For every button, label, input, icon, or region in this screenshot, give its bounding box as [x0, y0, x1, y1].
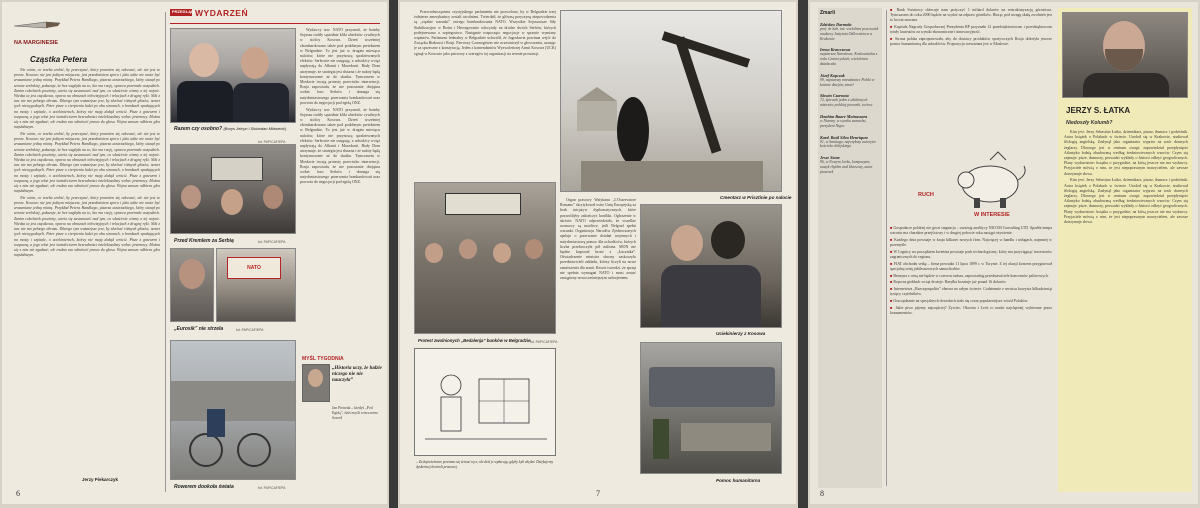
thought-label: MYŚL TYGODNIA — [302, 356, 344, 362]
business-news-top — [890, 8, 1052, 138]
photo-protest-crowd — [414, 182, 556, 334]
rider-shape — [207, 409, 225, 437]
business-news-bottom — [890, 226, 1052, 492]
article-paragraph: Nie wiem, co trzeba zrobić, by przeczytać, który powinien się odezwać, ale nie jest to proste. Kosowo nie jest jednym miejscem, jest przedmiotem sporu i jako takie nie może być zrozumiane jedną miarą. Przykład Petera Handkego, pisarza austriackiego, który stanął po stronie serbskiej, pokazuje, że bez względu na to, kto ma rację, sprawa przerosła wszystkich. Zanim cokolwiek powiemy, warto się zastanowić nad tym, co właściwie wiemy o tej wojnie. Wiedza ta jest cząstkowa, oparta na obrazach telewizyjnych i relacjach z drugiej ręki. Nikt z nas nie ma pełnego obrazu. Dlatego tym ważniejsze jest, by słuchać różnych głosów, nawet tych niewygodnych. Peter pisze o cierpieniu ludzi po obu stronach, o bombach spadających na mosty i szpitale, o uciekinierach, którzy nie mają dokąd wrócić. Pisze z gniewem i rozpaczą, a jego tekst jest świadectwem bezradności intelektualisty wobec przemocy. Można się z nim nie zgadzać, ale trudno mu odmówić prawa do głosu. Wojna zawsze odbiera głos najsłabszym. — [14, 195, 160, 258]
news-paragraph: Organ prasowy Watykanu „L'Osservatore Romano” skrytykował ostro Unię Europejską za brak inicjatyw dyplomatycznych, które pozwoliłyby zakończyć konflikt. Ogłoszenie w skrócie: NATO odpowiedziało, że wszelkie rozmowy są możliwe, jeśli Belgrad spełni warunki. Organizacja Narodów Zjednoczonych apeluje o przerwanie działań wojennych i natychmiastową pomoc dla uchodźców, których liczba przekroczyła pół miliona. MON nie będzie kupował broni z „Łucznika”. Oświadczenie ministra obrony zaskoczyło przedstawicieli zakładu, którzy liczyli na nowe zamówienia dla armii. Resort twierdzi, że sprzęt nie spełnia wymagań NATO i musi zostać zastąpiony nowocześniejszym uzbrojeniem. — [560, 198, 636, 281]
page-7 — [400, 2, 796, 504]
news-item: ■ Oszczędzanie na specjalnych dowodach stało się coraz popularniejsze wśród Polaków. — [890, 298, 1029, 303]
suit-shape — [177, 81, 233, 123]
profile-name: JERZY S. ŁATKA — [1066, 106, 1131, 115]
profile-text — [1064, 130, 1188, 488]
obituary-item — [820, 22, 880, 41]
face-shape — [525, 239, 543, 259]
profile-paragraph: Kim jest: Jerzy Sebastian Łatka, dziennikarz, pisarz, tłumacz i podróżnik. Autor książek o Polakach w świecie. Urodził się w Krakowie, studiował filologię angielską. Zasłynął jako organizator wypraw na wzór dawnych żeglarzy. Dlaczego jest w centrum uwagi: zapowiedział przepłynięcie Atlantyku łodzią zbudowaną według średniowiecznych wzorów. Czym się zajmuje: pisze, tłumaczy, prowadzi wykłady o historii odkryć geograficznych. Plany wydawnicze: książka o przygodzie, na którą jeszcze nie ma wydawcy. Przyjaciele mówią o nim, że jest niepoprawnym marzycielem, ale zawsze dotrzymuje słowa. — [1064, 178, 1188, 224]
sidebar-text — [300, 28, 380, 350]
photo-caption: Cmentarz w Prisztinie po nalocie — [720, 195, 792, 200]
face-shape — [221, 189, 243, 215]
photo-eurosik-portrait — [170, 248, 214, 322]
obituary-description: 72, śpiewak jeden z ulubionych mistrzów polskiej piosenki, twórca — [820, 98, 873, 108]
face-shape — [308, 369, 323, 387]
jacket-shape — [1083, 73, 1169, 98]
news-item: ■ Gospodarce polskiej nie grozi stagnacja – uważają analitycy NICOM Consulting LTD. Spadek tempa wzrostu ma charakter przejściowy i w drugiej połowie roku nastąpi ożywienie. — [890, 226, 1052, 236]
column-divider — [165, 12, 166, 492]
profile-paragraph: Kim jest: Jerzy Sebastian Łatka, dziennikarz, pisarz, tłumacz i podróżnik. Autor książek o Polakach w świecie. Urodził się w Krakowie, studiował filologię angielską. Zasłynął jako organizator wypraw na wzór dawnych żeglarzy. Dlaczego jest w centrum uwagi: zapowiedział przepłynięcie Atlantyku łodzią zbudowaną według średniowiecznych wzorów. Czym się zajmuje: pisze, tłumaczy, prowadzi wykłady o historii odkryć geograficznych. Plany wydawnicze: książka o przygodzie, na którą jeszcze nie ma wydawcy. Przyjaciele mówią o nim, że jest niepoprawnym marzycielem, ale zawsze dotrzymuje słowa. — [1064, 130, 1188, 176]
article-paragraph: Nie wiem, co trzeba zrobić, by przeczytać, który powinien się odezwać, ale nie jest to proste. Kosowo nie jest jednym miejscem, jest przedmiotem sporu i jako takie nie może być zrozumiane jedną miarą. Przykład Petera Handkego, pisarza austriackiego, który stanął po stronie serbskiej, pokazuje, że bez względu na to, kto ma rację, sprawa przerosła wszystkich. Zanim cokolwiek powiemy, warto się zastanowić nad tym, co właściwie wiemy o tej wojnie. Wiedza ta jest cząstkowa, oparta na obrazach telewizyjnych i relacjach z drugiej ręki. Nikt z nas nie ma pełnego obrazu. Dlatego tym ważniejsze jest, by słuchać różnych głosów, nawet tych niewygodnych. Peter pisze o cierpieniu ludzi po obu stronach, o bombach spadających na mosty i szpitale, o uciekinierach, którzy nie mają dokąd wrócić. Pisze z gniewem i rozpaczą, a jego tekst jest świadectwem bezradności intelektualisty wobec przemocy. Można się z nim nie zgadzać, ale trudno mu odmówić prawa do głosu. Wojna zawsze odbiera głos najsłabszym. — [14, 68, 160, 130]
news-column-1 — [414, 10, 556, 178]
profile-portrait — [1062, 12, 1188, 98]
obituary-item — [820, 155, 880, 174]
article-title: Cząstka Petera — [30, 55, 87, 64]
obituary-description: prof. dr hab. inż. wieloletni pracownik naukowy Instytutu Odlewnictwa w Krakowie — [820, 27, 879, 41]
thought-quote: „Historia uczy, że ludzie niczego nie nie nauczyła” — [332, 366, 382, 383]
face-shape — [493, 243, 511, 263]
knife-icon — [10, 12, 66, 38]
section-badge: PRZEGLĄD — [172, 9, 194, 14]
aircraft-shape — [649, 367, 775, 407]
obituary-name: Ibrahim Baare Mainassara — [820, 113, 868, 119]
photo-credit: fot. PAP/CAF/EPA — [258, 240, 286, 244]
cartoon-drawing — [415, 349, 556, 456]
face-shape — [179, 259, 205, 289]
news-item: ■ FIAT obchodzi setkę – firma powstała 11 lipca 1899 r. w Turynie. Z tej okazji koncern przygotował specjalną serię jubileuszowych samochodów. — [890, 261, 1052, 271]
obituary-description: w Niamey, w wyniku zamachu, prezydent Nigru — [820, 118, 867, 128]
wheel-shape — [189, 433, 223, 467]
obituary-name: Kard. Raúl Silva Henríquez — [820, 134, 868, 140]
photo-caption: Przed Kremlem za Serbią — [174, 238, 234, 244]
photo-caption: „Eurosik” nie strzela — [174, 326, 224, 332]
news-paragraph: Przewodniczącemu czystyjskiego parlamentu nie pozwolono, by w Belgradzie trzej żołnierze amerykańscy zostali uwolnieni. Twierdził, że główną przyczyną niepowodzenia są „ciężkie warunki” ostrego bombardowania NATO. Wszystkie Sojusznicze Siły Stabilizacyjne w Bośni i Hercegowinie schwytały na drodze dwóch Serbów, których podejrzewano o szpiegostwo. Następnie rozpoczęto negocjacje w sprawie wymiany więźniów. Parlament federalny w Belgradzie uchwalił, że Jugosławia powinna wejść do Związku Białorusi i Rosji. Pierwszy Czarnogórzec nie uczestniczył w głosowaniu, uznając je za sprzeczne z konstytucją. Jeden z komendantów Wyzwoleńczej Armii Kosowa (UCK) zginął w Kosowie jako pierwszy z szeregów tej organizacji na terenie prowincji. — [414, 10, 556, 56]
protest-sign: NATO — [227, 257, 281, 279]
news-item: ■ Bank Światowy obiecuje nam pożyczyć 1 miliard dolarów na restrukturyzację górnictwa. Tymczasem do roku 2000 będzie na wydać na odpraw górników. Biorąc pod uwagę skalę zwolnień jest to kwota znaczna. — [890, 8, 1052, 23]
section-title: WYDARZEŃ — [195, 8, 249, 18]
obituary-name: Józef Kopczak — [820, 72, 845, 78]
page-number: 8 — [820, 489, 824, 498]
face-shape — [459, 239, 477, 259]
hair-shape — [711, 221, 745, 259]
obituary-description: najstarsza Narodowa, Krakowianka z rodu Czartoryskich, wieloletnia działaczka — [820, 52, 878, 66]
photo-credit: fot. PAP/CAF/EPA — [236, 328, 264, 332]
section-rule — [170, 23, 380, 24]
article-body — [14, 68, 160, 470]
page-number: 6 — [16, 489, 20, 498]
editorial-cartoon — [414, 348, 556, 456]
thought-author: Jan Pietrzak – kiedyś „Pod Egidą”, dziś myśli wieczorem Szwed — [332, 406, 378, 420]
sidebar-paragraph: Wydawcy tzw. NATO przyznali, że bomby Sojuszu trafiły sąsiednie kliki obiektów cywilnych w stolicy Kosowa. Dzień wcześniej zbombardowano także pod podobnym pretekstem w Belgradzie. To jest już w drugim miesiącu nalotów, które nie przynoszą spodziewanych efektów. Serbowie nie ustępują, a uchodźcy wciąż napływają do Albanii i Macedonii. Biały Dom utrzymuje, że strategia jest słuszna i że naloty będą kontynuowane aż do skutku. Tymczasem w Moskwie trwają protesty przeciwko interwencji. Rosja zapowiada, że nie pozostanie obojętna wobec losu Serbów i domaga się natychmiastowego przerwania bombardowań oraz powrotu do negocjacji pod egidą ONZ. — [300, 107, 380, 185]
photo-kosovo-refugees — [640, 204, 782, 328]
cross-silhouette — [561, 11, 782, 192]
photo-caption: Rowerem dookoła świata — [174, 484, 234, 490]
news-item: ■ Ropa na giełdach wciąż drożeje. Baryłka kosztuje już ponad 16 dolarów. — [890, 280, 1007, 285]
photo-yeltsin-milosevic — [170, 28, 296, 123]
photo-credit: fot. PAP/CAF/EPA — [258, 140, 286, 144]
spine-gutter-right — [798, 0, 808, 508]
column-divider — [886, 10, 887, 486]
news-item: ■ Każdego dnia powstaje w kraju kilkaset nowych firm. Najwięcej w handlu i usługach, najmniej w przemyśle. — [890, 237, 1052, 248]
obituary-name: Irena Krawczowa — [820, 47, 851, 53]
obituary-item — [820, 114, 880, 129]
photo-credit: fot. PAP/CAF/EPA — [530, 340, 558, 344]
obituary-description: 96, w Nowym Jorku, kompozytor, muzyk rhythm and bluesowy, autor piosenek — [820, 160, 873, 174]
news-item: ■ Jakie piwo pijemy najczęściej? Żywiec, Okocim i Lech to marki najchętniej wybierane przez konsumentów. — [890, 305, 1052, 315]
face-shape — [181, 185, 201, 209]
photo-kremlin-protest — [170, 144, 296, 234]
news-column-2 — [560, 198, 636, 420]
obituary-description: 91, w Santiago, największy autorytet kościoła chilijskiego — [820, 139, 876, 149]
obituary-name: Sławin Czarnota — [820, 93, 849, 99]
cartoon-caption: – Za łupieżeństwo powinno się ścinać ręce, ale dziś je wpłacają, gdyby byli zbędni. Dziękujemy dyskretnej kontroli prasowej. — [416, 460, 554, 469]
building-silhouette — [171, 381, 296, 421]
protest-banner — [445, 193, 521, 215]
obituary-name: Zdzisław Darmoła — [820, 22, 852, 27]
cargo-shape — [681, 423, 771, 451]
obituary-item — [820, 93, 880, 108]
beard-shape — [1105, 49, 1143, 71]
page-number: 7 — [596, 489, 600, 498]
page-8 — [810, 2, 1198, 504]
piggy-bank-icon — [936, 150, 1036, 212]
obituary-item — [820, 47, 880, 66]
news-item: ■ Strona polska zaproponowała, aby do dostawy produktów spożywczych Rosja dołożyła jeszcze pomoc humanitarną dla uchodźców. Propozycja rozważana jest w Moskwie. — [890, 37, 1052, 47]
face-shape — [671, 225, 703, 261]
soldier-shape — [653, 419, 669, 459]
face-shape — [189, 43, 219, 77]
ruch-label: RUCH — [918, 192, 934, 198]
photo-caption: Razem czy osobno? (Borys Jelcyn i Slobodan Milosević) — [174, 126, 287, 132]
news-item: ■ Benzyna z ceną nie będzie w czerwcu tańsza, zapowiadają przedstawiciele koncernów paliwowych. — [890, 273, 1049, 278]
face-shape — [425, 243, 443, 263]
photo-cemetery-pristina — [560, 10, 782, 192]
obituary-item — [820, 73, 880, 88]
protest-banner — [211, 157, 263, 181]
photo-credit: fot. PAP/CAF/EPA — [258, 486, 286, 490]
face-shape — [241, 47, 269, 79]
obituary-list — [820, 22, 880, 181]
news-item: ■ Kapituła Nagrody Gospodarczej Prezydenta RP przyznała 12 przedsiębiorstwom i przedsiębiorcom tytuły laureatów za wyniki ekonomiczne i innowacyjność. — [890, 25, 1052, 35]
thought-author-photo — [302, 364, 330, 402]
obituary-item — [820, 135, 880, 150]
photo-protest-signs — [216, 248, 296, 322]
column-label: NA MARGINESIE — [14, 40, 59, 46]
face-shape — [263, 185, 283, 209]
article-paragraph: Nie wiem, co trzeba zrobić, by przeczytać, który powinien się odezwać, ale nie jest to proste. Kosowo nie jest jednym miejscem, jest przedmiotem sporu i jako takie nie może być zrozumiane jedną miarą. Przykład Petera Handkego, pisarza austriackiego, który stanął po stronie serbskiej, pokazuje, że bez względu na to, kto ma rację, sprawa przerosła wszystkich. Zanim cokolwiek powiemy, warto się zastanowić nad tym, co właściwie wiemy o tej wojnie. Wiedza ta jest cząstkowa, oparta na obrazach telewizyjnych i relacjach z drugiej ręki. Nikt z nas nie ma pełnego obrazu. Dlatego tym ważniejsze jest, by słuchać różnych głosów, nawet tych niewygodnych. Peter pisze o cierpieniu ludzi po obu stronach, o bombach spadających na mosty i szpitale, o uciekinierach, którzy nie mają dokąd wrócić. Pisze z gniewem i rozpaczą, a jego tekst jest świadectwem bezradności intelektualisty wobec przemocy. Można się z nim nie zgadzać, ale trudno mu odmówić prawa do głosu. Wojna zawsze odbiera głos najsłabszym. — [14, 131, 160, 194]
photo-bicycle-world — [170, 340, 296, 480]
news-item: ■ W Legnicy na początkiem kwietnia powstaje park technologiczny, który ma przyciągnąć inwestorów zagranicznych do regionu. — [890, 249, 1052, 260]
page-6 — [2, 2, 387, 504]
spine-gutter-left — [389, 0, 398, 508]
photo-caption: Pomoc humanitarna — [716, 478, 761, 483]
obituary-name: Jesse Stone — [820, 155, 840, 161]
photo-humanitarian-aid — [640, 342, 782, 474]
sidebar-paragraph: Wydawcy tzw. NATO przyznali, że bomby Sojuszu trafiły sąsiednie kliki obiektów cywilnych w stolicy Kosowa. Dzień wcześniej zbombardowano także pod podobnym pretekstem w Belgradzie. To jest już w drugim miesiącu nalotów, które nie przynoszą spodziewanych efektów. Serbowie nie ustępują, a uchodźcy wciąż napływają do Albanii i Macedonii. Biały Dom utrzymuje, że strategia jest słuszna i że naloty będą kontynuowane aż do skutku. Tymczasem w Moskwie trwają protesty przeciwko interwencji. Rosja zapowiada, że nie pozostanie obojętna wobec losu Serbów i domaga się natychmiastowego przerwania bombardowań oraz powrotu do negocjacji pod egidą ONZ. — [300, 28, 380, 105]
obituary-header: Zmarli — [820, 10, 836, 16]
obituary-description: 99, najstarszy mieszkaniec Polski w krainie dziejów, zmarł — [820, 77, 875, 87]
profile-subtitle: Niedoszły Kolumb? — [1066, 120, 1113, 126]
wheel-shape — [237, 433, 271, 467]
jacket-shape — [661, 265, 761, 328]
photo-caption: Uciekinierzy z Kosowa — [716, 331, 766, 336]
suit-shape — [233, 83, 289, 123]
article-author: Jerzy Piekarczyk — [82, 477, 119, 482]
news-item: ■ Internetowa „Rzeczpospolita” obecna na całym świecie. Codziennie z serwisu korzysta kilkadziesiąt tysięcy czytelników. — [890, 287, 1052, 297]
ruch-interest-label: W INTERESIE — [974, 212, 1010, 218]
photo-caption: Protest zwolnionych „Bedalenja” bunków w Belgradzie — [418, 338, 531, 343]
